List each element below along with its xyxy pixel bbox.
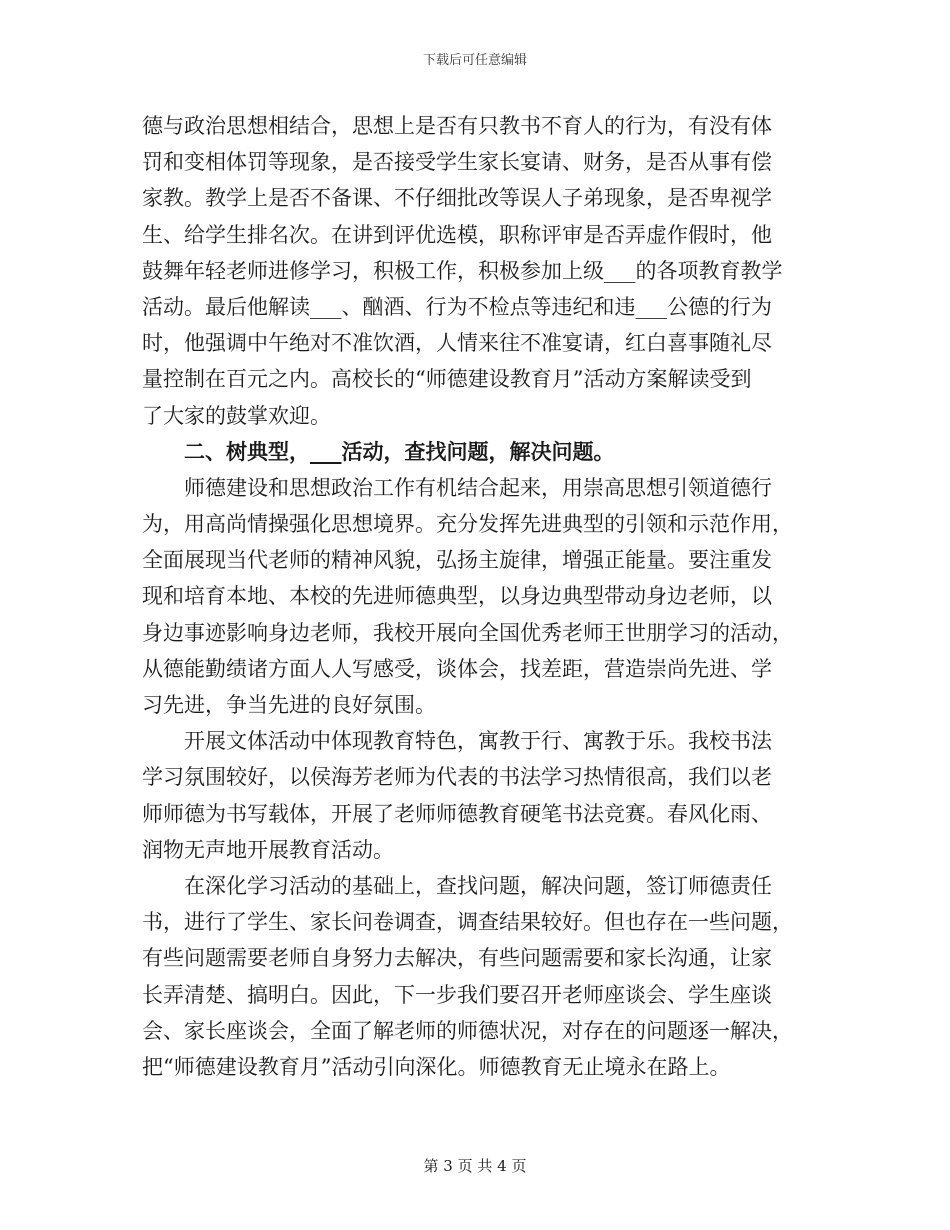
page-header-note: 下载后可任意编辑: [422, 53, 527, 68]
body-line: 时，他强调中午绝对不准饮酒，人情来往不准宴请，红白喜事随礼尽: [142, 331, 772, 356]
body-line: 会、家长座谈会，全面了解老师的师德状况，对存在的问题逐一解决，: [142, 1018, 793, 1043]
body-line: 活动。最后他解读___、酗酒、行为不检点等违纪和违___公德的行为: [142, 294, 772, 319]
body-line: 开展文体活动中体现教育特色，寓教于行、寓教于乐。我校书法: [142, 729, 772, 754]
body-line: 了大家的鼓掌欢迎。: [142, 403, 331, 428]
body-line: 罚和变相体罚等现象，是否接受学生家长宴请、财务，是否从事有偿: [142, 150, 772, 175]
body-line: 量控制在百元之内。高校长的“师德建设教育月”活动方案解读受到: [142, 367, 752, 392]
body-line: 为，用高尚情操强化思想境界。充分发挥先进典型的引领和示范作用，: [142, 512, 793, 537]
body-line: 从德能勤绩诸方面人人写感受，谈体会，找差距，营造崇尚先进、学: [142, 656, 772, 681]
body-line: 德与政治思想相结合，思想上是否有只教书不育人的行为，有没有体: [142, 114, 772, 138]
body-line: 长弄清楚、搞明白。因此，下一步我们要召开老师座谈会、学生座谈: [142, 982, 772, 1007]
body-line: 有些问题需要老师自身努力去解决，有些问题需要和家长沟通，让家: [142, 946, 772, 971]
body-line: 把“师德建设教育月”活动引向深化。师德教育无止境永在路上。: [142, 1054, 731, 1079]
body-line: 全面展现当代老师的精神风貌，弘扬主旋律，增强正能量。要注重发: [142, 548, 772, 573]
body-line: 现和培育本地、本校的先进师德典型，以身边典型带动身边老师，以: [142, 584, 772, 609]
body-line: 师德建设和思想政治工作有机结合起来，用崇高思想引领道德行: [142, 475, 772, 500]
section-heading: 二、树典型，___活动，查找问题，解决问题。: [142, 438, 615, 464]
body-line: 师师德为书写载体，开展了老师师德教育硬笔书法竞赛。春风化雨、: [142, 801, 772, 826]
body-line: 生、给学生排名次。在讲到评优选模，职称评审是否弄虚作假时，他: [142, 222, 772, 247]
body-line: 润物无声地开展教育活动。: [142, 837, 394, 862]
body-line: 书，进行了学生、家长问卷调查，调查结果较好。但也存在一些问题，: [142, 910, 793, 935]
body-line: 身边事迹影响身边老师，我校开展向全国优秀老师王世朋学习的活动，: [142, 620, 793, 645]
body-line: 学习氛围较好，以侯海芳老师为代表的书法学习热情很高，我们以老: [142, 765, 772, 790]
body-line: 鼓舞年轻老师进修学习，积极工作，积极参加上级___的各项教育教学: [142, 258, 783, 283]
body-line: 家教。教学上是否不备课、不仔细批改等误人子弟现象，是否卑视学: [142, 186, 772, 211]
document-body: [142, 108, 810, 1085]
body-line: 习先进，争当先进的良好氛围。: [142, 693, 436, 717]
body-line: 在深化学习活动的基础上，查找问题，解决问题，签订师德责任: [142, 873, 772, 898]
page-number: 第 3 页 共 4 页: [423, 1157, 527, 1175]
